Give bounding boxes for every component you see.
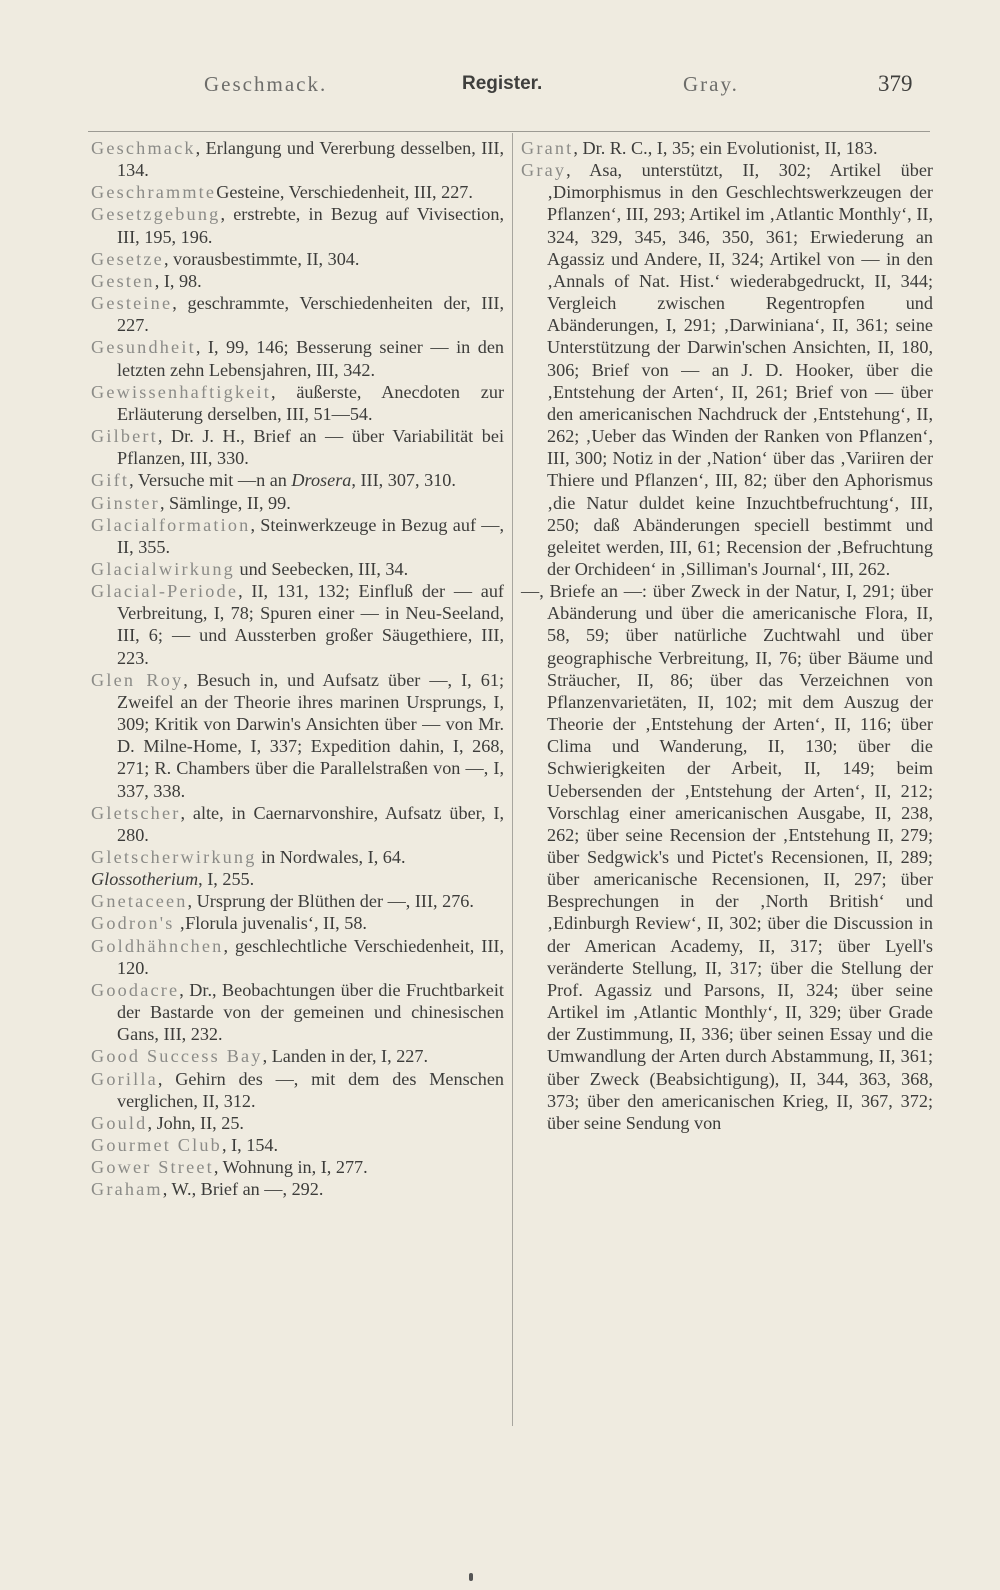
entry-text: ‚Florula juvenalis‘, II, 58.: [174, 913, 367, 934]
index-entry: [91, 979, 504, 1045]
entry-italic-text: Drosera: [291, 470, 352, 491]
entry-text: , Dr. R. C., I, 35; ein Evolutionist, II, 183.: [573, 138, 878, 158]
index-entry: [91, 181, 504, 203]
index-entry: [521, 580, 933, 1134]
running-head-first-keyword: Geschmack.: [204, 72, 328, 96]
entry-text: in Nordwales, I, 64.: [256, 847, 406, 867]
index-entry: [91, 292, 504, 336]
entry-text: , geschlechtliche Verschiedenheit, III, 120.: [117, 935, 504, 978]
entry-text: , Asa, unterstützt, II, 302; Artikel über ‚Dimorphismus in den Geschlechtswerkzeugen der Pflanzen‘, III, 293; Artikel im ‚Atlantic Monthly‘, II, 324, 329, 345, 346, 350, 361; Erwiederung an Agassiz und Andere, II, 324; Artikel von — in den ‚Annals of Nat. Hist.‘ wiederabgedruckt, II, 344; Vergleich zwischen Regentropfen und Abänderungen, I, 291; ‚Darwiniana‘, II, 361; seine Unterstützung der Darwin'schen Ansichten, II, 180, 306; Brief von — an J. D. Hooker, über die ‚Entstehung der Arten‘, II, 261; Brief von — über den americanischen Nachdruck der ‚Entstehung‘, II, 262; ‚Ueber das Winden der Ranken von Pflanzen‘, III, 300; Notiz in der ‚Nation‘ über das ‚Variiren der Thiere und Pflanzen‘, III, 82; über den Aphorismus ‚die Natur duldet keine Inzuchtbefruchtung‘, III, 250; daß Abänderungen speciell bestimmt und geleitet werden, III, 61; Recension der ‚Befruchtung der Orchideen‘ in ‚Silliman's Journal‘, III, 262.: [547, 160, 933, 579]
entry-text: , Versuche mit —n an: [129, 470, 292, 491]
entry-term: Gourmet Club: [91, 1135, 222, 1156]
entry-term: Gesten: [91, 270, 155, 291]
entry-term: Gesundheit: [91, 337, 196, 358]
entry-text: , Besuch in, und Aufsatz über —, I, 61; Zweifel an der Theorie ihres marinen Ursprungs, I, 309; Kritik von Darwin's Ansichten über — von Mr. D. Milne-Home, I, 337; Expedition dahin, I, 268, 271; R. Chambers über die Parallelstraßen von —, I, 337, 338.: [117, 669, 504, 801]
entry-text: und Seebecken, III, 34.: [234, 558, 409, 579]
entry-term: Glacialwirkung: [91, 558, 235, 579]
index-entry: [91, 580, 504, 669]
entry-term: Gletscher: [91, 802, 181, 823]
index-entry: [91, 890, 504, 912]
entry-term: Glacial-Periode: [91, 581, 239, 602]
entry-text: , I, 98.: [154, 270, 202, 291]
entry-term: Gould: [91, 1112, 148, 1133]
index-entry: [91, 1134, 504, 1156]
entry-text: , II, 131, 132; Einfluß der — auf Verbreitung, I, 78; Spuren einer — in Neu-Seeland, III, 6; — und Aussterben großer Säugethiere, III, 223.: [117, 581, 504, 668]
entry-text: , Landen in der, I, 227.: [262, 1046, 429, 1067]
index-entry: [91, 1045, 504, 1067]
entry-text-continued: , III, 307, 310.: [351, 470, 456, 491]
entry-term: Gesetzgebung: [91, 204, 221, 225]
index-entry: [91, 669, 504, 802]
entry-text: , erstrebte, in Bezug auf Vivisection, III, 195, 196.: [117, 204, 504, 247]
index-entry: [91, 137, 504, 181]
entry-term: Glen Roy: [91, 669, 184, 690]
index-entry: [521, 159, 933, 580]
running-head-last-keyword: Gray.: [683, 72, 739, 96]
page-footer-mark: [469, 1573, 473, 1581]
index-entry: [91, 514, 504, 558]
entry-term: Gesteine: [91, 293, 173, 314]
entry-text: , alte, in Caernarvonshire, Aufsatz über, I, 280.: [117, 802, 504, 845]
entry-text: , I, 99, 146; Besserung seiner — in den letzten zehn Lebensjahren, III, 342.: [117, 337, 504, 380]
entry-term: Gower Street: [91, 1157, 214, 1178]
entry-text: , äußerste, Anecdoten zur Erläuterung derselben, III, 51—54.: [117, 381, 504, 424]
entry-italic-term: Glossotherium: [91, 869, 199, 890]
entry-term: Geschmack: [91, 138, 196, 158]
index-column-left: [91, 137, 504, 1201]
index-entry: [91, 336, 504, 380]
entry-text: Gesteine, Verschiedenheit, III, 227.: [216, 182, 473, 203]
entry-term: Goodacre: [91, 979, 180, 1000]
entry-text: , vorausbestimmte, II, 304.: [163, 248, 360, 269]
column-divider: [512, 133, 513, 1426]
entry-text: , W., Brief an —, 292.: [162, 1179, 324, 1200]
entry-term: Gletscherwirkung: [91, 847, 257, 867]
entry-text: , Ursprung der Blüthen der —, III, 276.: [187, 891, 474, 912]
index-entry: [91, 558, 504, 580]
entry-term: Godron's: [91, 913, 175, 934]
index-entry: [91, 1068, 504, 1112]
entry-term: Gray: [521, 160, 567, 181]
entry-term: Graham: [91, 1179, 163, 1200]
index-entry: [91, 1112, 504, 1134]
page-number: 379: [878, 71, 913, 96]
entry-term: Gift: [91, 470, 130, 491]
index-entry: [91, 425, 504, 469]
entry-term: Geschrammte: [91, 182, 217, 203]
entry-text: , I, 255.: [198, 869, 255, 890]
index-entry: [91, 935, 504, 979]
entry-text: —, Briefe an —: über Zweck in der Natur, I, 291; über Abänderung und über die americanische Flora, II, 58, 59; über natürliche Zuchtwahl und über geographische Verbreitung, II, 76; über Bäume und Sträucher, II, 86; über das Verzeichnen von Pflanzenvarietäten, II, 102; mit dem Auszug der Theorie der ‚Entstehung der Arten‘, II, 116; über Clima und Wanderung, II, 130; über die Schwierigkeiten der Arbeit, II, 149; beim Uebersenden der ‚Entstehung der Arten‘, II, 212; Vorschlag einer americanischen Ausgabe, II, 238, 262; über seine Recension der ‚Entstehung II, 279; über Sedgwick's und Pictet's Recensionen, II, 289; über americanische Recensionen, II, 297; über Besprechungen in der ‚North British‘ und ‚Edinburgh Review‘, II, 302; über die Discussion in der American Academy, II, 317; über Lyell's veränderte Stellung, II, 317; über die Stellung der Prof. Agassiz und Parsons, II, 324; über seine Artikel im ‚Atlantic Monthly‘, II, 329; über Grade der Zustimmung, II, 336; über seinen Essay und die Umwandlung der Arten durch Abstammung, II, 361; über Zweck (Beabsichtigung), II, 344, 363, 368, 373; über den americanischen Krieg, II, 367, 372; über seine Sendung von: [521, 581, 933, 1133]
entry-term: Gorilla: [91, 1068, 158, 1089]
index-entry: [91, 203, 504, 247]
entry-text: , John, II, 25.: [147, 1112, 244, 1133]
entry-term: Goldhähnchen: [91, 935, 224, 956]
index-entry: [91, 1178, 504, 1200]
entry-term: Grant: [521, 138, 574, 158]
index-entry: [91, 248, 504, 270]
index-entry: [91, 270, 504, 292]
entry-text: , Sämlinge, II, 99.: [159, 492, 291, 513]
entry-term: Gnetaceen: [91, 891, 188, 912]
entry-text: , Steinwerkzeuge in Bezug auf —, II, 355.: [117, 514, 504, 557]
entry-term: Glacialformation: [91, 514, 251, 535]
entry-text: , Wohnung in, I, 277.: [213, 1157, 368, 1178]
entry-term: Ginster: [91, 492, 160, 513]
running-head-title: Register.: [462, 73, 543, 94]
entry-term: Gewissenhaftigkeit: [91, 381, 272, 402]
entry-text: , geschrammte, Verschiedenheiten der, III, 227.: [117, 293, 504, 336]
header-rule: [88, 131, 930, 132]
index-column-right: [521, 137, 933, 1134]
index-entry: [91, 846, 504, 868]
index-entry: [91, 912, 504, 934]
entry-term: Good Success Bay: [91, 1046, 263, 1067]
index-entry: [91, 802, 504, 846]
index-entry: [91, 868, 504, 890]
entry-term: Gesetze: [91, 248, 164, 269]
index-entry: [91, 381, 504, 425]
entry-text: , Erlangung und Vererbung desselben, III, 134.: [117, 138, 504, 181]
index-entry: [91, 492, 504, 514]
entry-text: , Gehirn des —, mit dem des Menschen verglichen, II, 312.: [117, 1068, 504, 1111]
entry-term: Gilbert: [91, 426, 158, 447]
index-entry: [91, 1156, 504, 1178]
entry-text: , Dr., Beobachtungen über die Fruchtbarkeit der Bastarde von der gemeinen und chinesischen Gans, III, 232.: [117, 979, 504, 1045]
index-entry: [91, 469, 504, 491]
entry-text: , I, 154.: [221, 1135, 279, 1156]
index-entry: [521, 137, 933, 159]
entry-text: , Dr. J. H., Brief an — über Variabilität bei Pflanzen, III, 330.: [117, 426, 504, 469]
